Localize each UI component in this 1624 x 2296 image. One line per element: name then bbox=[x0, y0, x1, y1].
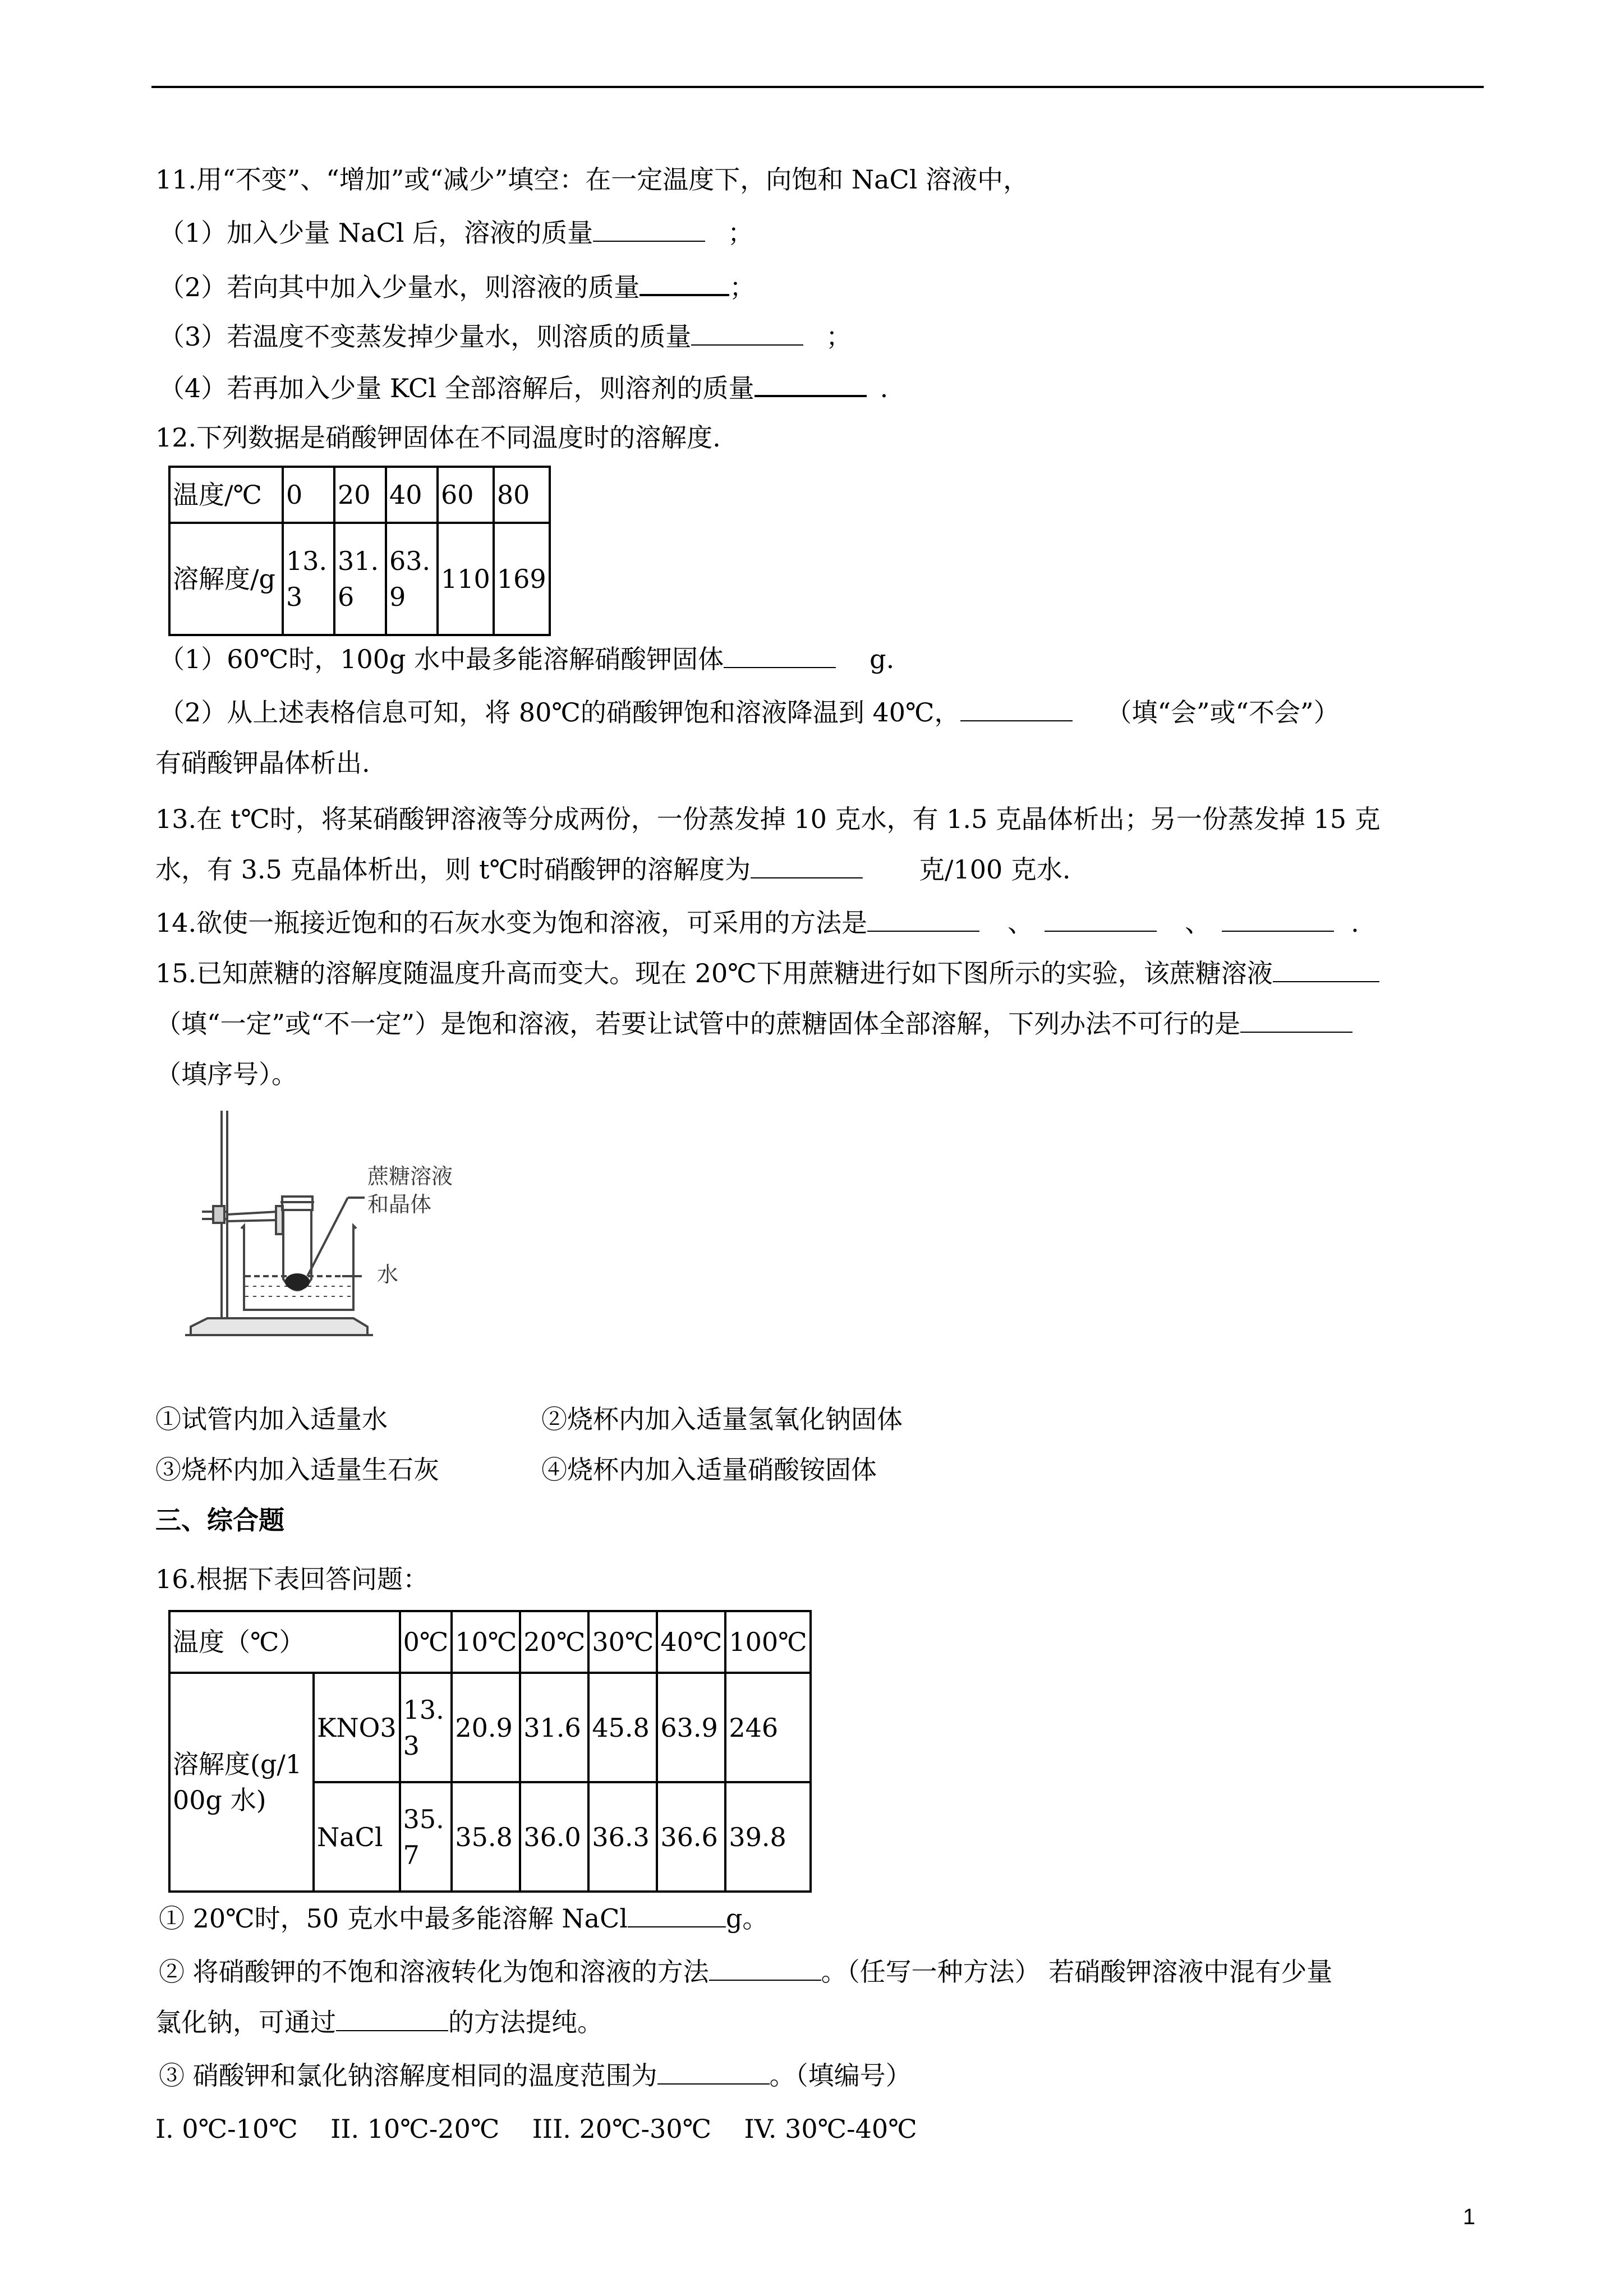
table-row-label: NaCl bbox=[314, 1782, 400, 1892]
table-cell: 31.6 bbox=[520, 1673, 588, 1782]
q16-part2: ② 将硝酸钾的不饱和溶液转化为饱和溶液的方法 。（任写一种方法） 若硝酸钾溶液中混有少量 bbox=[159, 1955, 1332, 1989]
q15-choice-4: ④烧杯内加入适量硝酸铵固体 bbox=[541, 1455, 877, 1485]
header-rule bbox=[151, 86, 1484, 88]
table-cell: 20.9 bbox=[452, 1673, 520, 1782]
q13-line2: 水，有 3.5 克晶体析出，则 t℃时硝酸钾的溶解度为 克/100 克水. bbox=[155, 853, 1071, 886]
table-cell: 13.3 bbox=[283, 523, 334, 635]
table-cell: 20 bbox=[334, 467, 386, 523]
table-cell: 100℃ bbox=[725, 1611, 810, 1673]
blank-q16-4[interactable] bbox=[657, 2059, 770, 2085]
table-cell: 36.0 bbox=[520, 1782, 588, 1892]
page-number: 1 bbox=[1462, 2205, 1475, 2229]
table-cell: 36.3 bbox=[588, 1782, 657, 1892]
q16-table bbox=[168, 1610, 812, 1893]
table-cell: 45.8 bbox=[588, 1673, 657, 1782]
table-cell: 10℃ bbox=[452, 1611, 520, 1673]
table-cell: 30℃ bbox=[588, 1611, 657, 1673]
blank-q12-1[interactable] bbox=[724, 642, 836, 668]
q14-line: 14.欲使一瓶接近饱和的石灰水变为饱和溶液，可采用的方法是 、 、 . bbox=[155, 906, 1359, 940]
q11-stem: 11.用“不变”、“增加”或“减少”填空：在一定温度下，向饱和 NaCl 溶液中， bbox=[155, 164, 1029, 195]
blank-q16-3[interactable] bbox=[336, 2005, 448, 2031]
figure-label-crystal: 和晶体 bbox=[367, 1192, 432, 1217]
q12-part1: （1）60℃时，100g 水中最多能溶解硝酸钾固体 g. bbox=[159, 642, 894, 676]
q12-part2: （2）从上述表格信息可知，将 80℃的硝酸钾饱和溶液降温到 40℃， （填“会”或“不会”） bbox=[159, 696, 1340, 729]
q13-line1: 13.在 t℃时，将某硝酸钾溶液等分成两份，一份蒸发掉 10 克水，有 1.5 克晶体析出；另一份蒸发掉 15 克 bbox=[155, 804, 1381, 834]
table-cell: 246 bbox=[725, 1673, 810, 1782]
blank-q14-3[interactable] bbox=[1222, 906, 1334, 932]
q11-part1: （1）加入少量 NaCl 后，溶液的质量 ； bbox=[159, 216, 753, 250]
q15-line3: （填序号）。 bbox=[155, 1059, 297, 1089]
blank-q15-2[interactable] bbox=[1240, 1007, 1352, 1033]
table-header-solubility: 溶解度(g/100g 水) bbox=[169, 1673, 314, 1892]
table-cell: 13.3 bbox=[400, 1673, 452, 1782]
section-title: 三、综合题 bbox=[155, 1505, 284, 1535]
q16-stem: 16.根据下表回答问题： bbox=[155, 1564, 429, 1594]
blank-q16-1[interactable] bbox=[628, 1902, 726, 1927]
table-cell: 169 bbox=[494, 523, 550, 635]
table-cell: 60 bbox=[438, 467, 494, 523]
q16-part1: ① 20℃时，50 克水中最多能溶解 NaCl g。 bbox=[159, 1902, 768, 1935]
q12-table bbox=[168, 466, 551, 636]
blank-q11-4[interactable] bbox=[755, 370, 867, 397]
q15-choice-2: ②烧杯内加入适量氢氧化钠固体 bbox=[541, 1404, 903, 1434]
q15-line2: （填“一定”或“不一定”）是饱和溶液，若要让试管中的蔗糖固体全部溶解，下列办法不可行的是 bbox=[155, 1007, 1352, 1041]
table-header-temp: 温度/℃ bbox=[169, 467, 283, 523]
q12-stem: 12.下列数据是硝酸钾固体在不同温度时的溶解度. bbox=[155, 422, 721, 453]
table-cell: 80 bbox=[494, 467, 550, 523]
blank-q14-2[interactable] bbox=[1045, 906, 1157, 932]
table-cell: 35.7 bbox=[400, 1782, 452, 1892]
q15-apparatus-figure bbox=[180, 1108, 494, 1355]
table-row-label: KNO3 bbox=[314, 1673, 400, 1782]
table-cell: 36.6 bbox=[657, 1782, 725, 1892]
table-cell: 63.9 bbox=[657, 1673, 725, 1782]
table-cell: 35.8 bbox=[452, 1782, 520, 1892]
q15-line1: 15.已知蔗糖的溶解度随温度升高而变大。现在 20℃下用蔗糖进行如下图所示的实验，该蔗糖溶液 bbox=[155, 956, 1379, 990]
table-cell: 39.8 bbox=[725, 1782, 810, 1892]
q11-part3: （3）若温度不变蒸发掉少量水，则溶质的质量 ； bbox=[159, 320, 852, 353]
blank-q13[interactable] bbox=[751, 853, 863, 878]
q16-part3: ③ 硝酸钾和氯化钠溶解度相同的温度范围为 。（填编号） bbox=[159, 2059, 912, 2092]
blank-q11-1[interactable] bbox=[593, 216, 705, 242]
table-cell: 40 bbox=[386, 467, 438, 523]
table-cell: 20℃ bbox=[520, 1611, 588, 1673]
table-cell: 31.6 bbox=[334, 523, 386, 635]
table-header-solubility: 溶解度/g bbox=[169, 523, 283, 635]
q15-choice-1: ①试管内加入适量水 bbox=[155, 1404, 388, 1434]
q11-part2: （2）若向其中加入少量水，则溶液的质量 ； bbox=[159, 269, 755, 304]
q11-part4: （4）若再加入少量 KCl 全部溶解后，则溶剂的质量 . bbox=[159, 370, 888, 405]
q15-choice-3: ③烧杯内加入适量生石灰 bbox=[155, 1455, 439, 1485]
table-cell: 40℃ bbox=[657, 1611, 725, 1673]
figure-label-water: 水 bbox=[377, 1262, 399, 1287]
q16-options: I. 0℃-10℃ II. 10℃-20℃ III. 20℃-30℃ IV. 30℃-40℃ bbox=[155, 2114, 917, 2144]
q16-part2-line2: 氯化钠，可通过 的方法提纯。 bbox=[155, 2005, 603, 2039]
blank-q12-2[interactable] bbox=[960, 696, 1073, 721]
blank-q15-1[interactable] bbox=[1273, 956, 1379, 982]
table-cell: 0℃ bbox=[400, 1611, 452, 1673]
table-cell: 63.9 bbox=[386, 523, 438, 635]
blank-q11-3[interactable] bbox=[691, 320, 803, 346]
figure-label-solution: 蔗糖溶液 bbox=[367, 1164, 453, 1189]
table-cell: 110 bbox=[438, 523, 494, 635]
table-cell: 0 bbox=[283, 467, 334, 523]
blank-q11-2[interactable] bbox=[640, 269, 729, 296]
blank-q16-2[interactable] bbox=[709, 1955, 821, 1981]
q12-part2-line2: 有硝酸钾晶体析出. bbox=[155, 748, 370, 778]
blank-q14-1[interactable] bbox=[867, 906, 979, 932]
table-header-temp: 温度（℃） bbox=[169, 1611, 400, 1673]
